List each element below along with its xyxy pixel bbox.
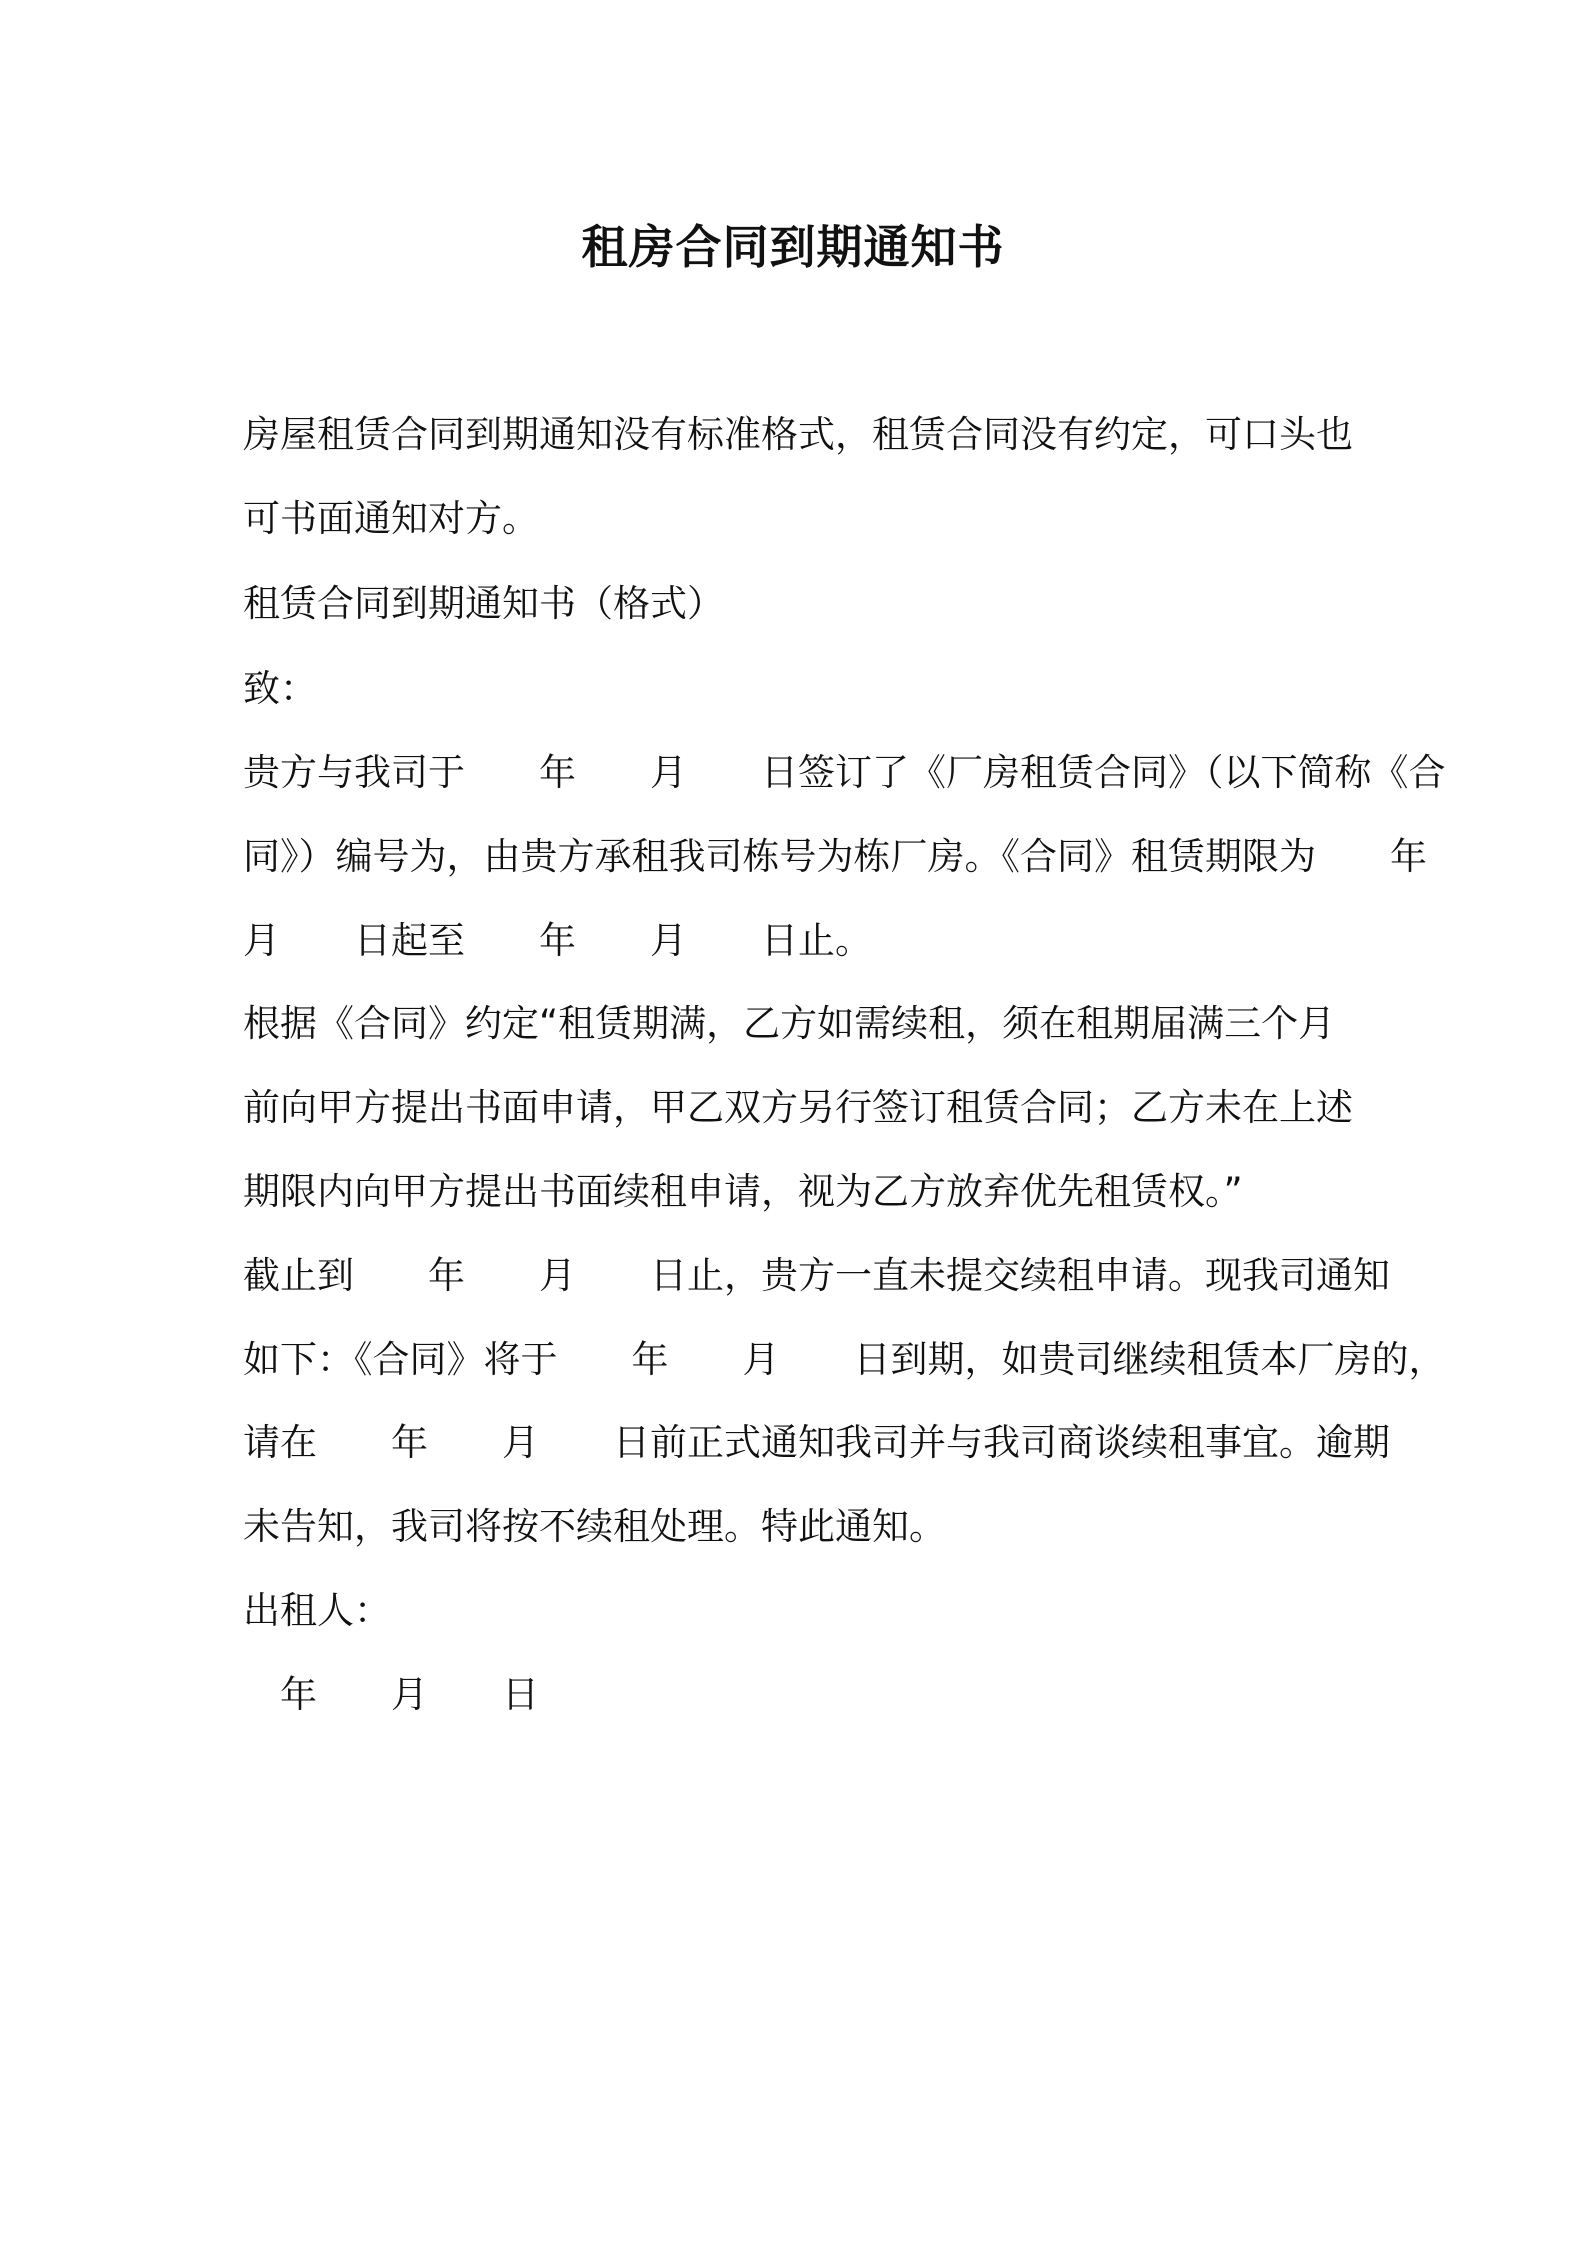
body-line-paragraph2-3: 期限内向甲方提出书面续租申请，视为乙方放弃优先租赁权。” — [243, 1170, 1243, 1213]
body-line-paragraph3-2: 如下：《合同》将于 年 月 日到期，如贵司继续租赁本厂房的， — [243, 1338, 1446, 1381]
body-line-format-heading: 租赁合同到期通知书（格式） — [243, 582, 724, 625]
body-line-paragraph3-4: 未告知，我司将按不续租处理。特此通知。 — [243, 1505, 946, 1548]
body-line-addressee: 致： — [243, 667, 317, 710]
body-line-date: 年 月 日 — [243, 1673, 539, 1716]
body-line-intro-1: 房屋租赁合同到期通知没有标准格式，租赁合同没有约定，可口头也 — [243, 413, 1353, 456]
body-line-paragraph1-1: 贵方与我司于 年 月 日签订了《厂房租赁合同》（以下简称《合 — [243, 751, 1446, 794]
document-title: 租房合同到期通知书 — [581, 220, 1005, 274]
body-line-intro-2: 可书面通知对方。 — [243, 497, 539, 540]
body-line-paragraph3-3: 请在 年 月 日前正式通知我司并与我司商谈续租事宜。逾期 — [243, 1421, 1390, 1464]
body-line-paragraph1-3: 月 日起至 年 月 日止。 — [243, 919, 872, 962]
body-line-paragraph3-1: 截止到 年 月 日止，贵方一直未提交续租申请。现我司通知 — [243, 1254, 1390, 1297]
body-line-signatory: 出租人： — [243, 1589, 391, 1632]
body-line-paragraph2-1: 根据《合同》约定“租赁期满，乙方如需续租，须在租期届满三个月 — [243, 1002, 1336, 1045]
body-line-paragraph1-2: 同》）编号为，由贵方承租我司栋号为栋厂房。《合同》租赁期限为 年 — [243, 835, 1427, 878]
body-line-paragraph2-2: 前向甲方提出书面申请，甲乙双方另行签订租赁合同；乙方未在上述 — [243, 1086, 1353, 1129]
